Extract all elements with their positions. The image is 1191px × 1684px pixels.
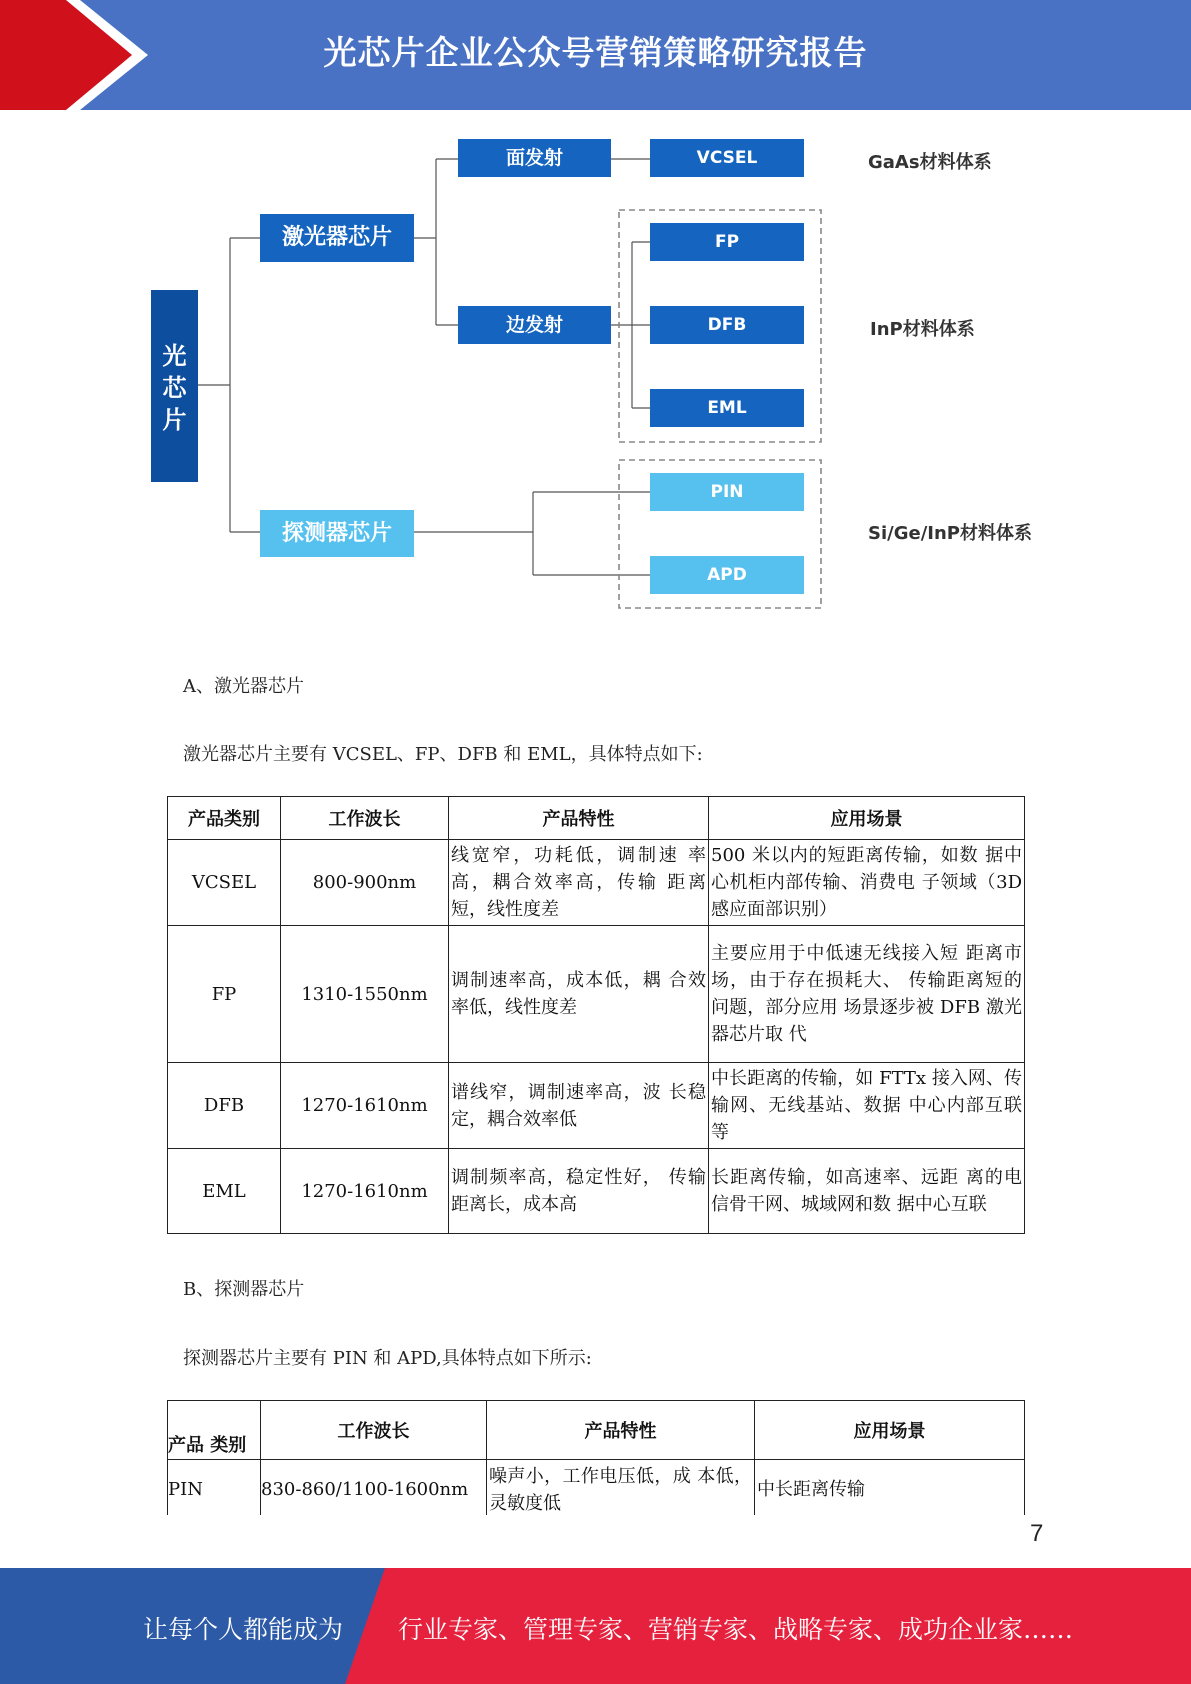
section-b-intro: 探测器芯片主要有 PIN 和 APD,具体特点如下所示:: [183, 1348, 592, 1369]
section-a-heading: A、激光器芯片: [183, 676, 304, 697]
table-cell: 中长距离的传输，如 FTTx 接入网、传输网、无线基站、数据 中心内部互联等: [709, 1063, 1025, 1149]
table-header-row: [168, 797, 1025, 840]
table-cell: VCSEL: [168, 840, 281, 926]
table-cell: PIN: [168, 1460, 261, 1516]
table-cell: 1310-1550nm: [281, 926, 449, 1063]
table-header-cell: 产品类别: [168, 797, 281, 840]
section-b-heading: B、探测器芯片: [183, 1279, 305, 1300]
laser-chip-node: 激光器芯片: [260, 214, 414, 262]
table-row: [168, 1460, 1025, 1516]
table-header-cell: 工作波长: [281, 797, 449, 840]
table-row: [168, 926, 1025, 1063]
section-a-intro: 激光器芯片主要有 VCSEL、FP、DFB 和 EML，具体特点如下:: [183, 744, 703, 765]
sige-material-label: Si/Ge/InP材料体系: [868, 523, 1032, 544]
pin-node: PIN: [650, 473, 804, 511]
apd-node: APD: [650, 556, 804, 594]
table-header-cell: 应用场景: [755, 1401, 1025, 1460]
table-row: [168, 1063, 1025, 1149]
table-row: [168, 840, 1025, 926]
table-cell: EML: [168, 1149, 281, 1234]
vcsel-node: VCSEL: [650, 139, 804, 177]
table-cell: 主要应用于中低速无线接入短 距离市场，由于存在损耗大、 传输距离短的问题，部分应用 场景逐步被 DFB 激光器芯片取 代: [709, 926, 1025, 1063]
dfb-node: DFB: [650, 306, 804, 344]
surface-emitting-node: 面发射: [458, 139, 611, 177]
eml-node: EML: [650, 389, 804, 427]
table-cell: 长距离传输，如高速率、远距 离的电信骨干网、城域网和数 据中心互联: [709, 1149, 1025, 1234]
detector-chip-table: [167, 1400, 1025, 1515]
table-cell: 线宽窄，功耗低，调制速 率高，耦合效率高，传输 距离短，线性度差: [449, 840, 709, 926]
table-header-cell: 产品特性: [449, 797, 709, 840]
edge-emitting-node: 边发射: [458, 306, 611, 344]
table-cell: DFB: [168, 1063, 281, 1149]
table-cell: 830-860/1100-1600nm: [261, 1460, 487, 1516]
table-header-cell: 工作波长: [261, 1401, 487, 1460]
footer-slogan-left: 让每个人都能成为: [143, 1615, 344, 1644]
table-cell: 调制速率高，成本低，耦 合效率低，线性度差: [449, 926, 709, 1063]
detector-table-clip: [167, 1400, 1025, 1515]
table-cell: 中长距离传输: [755, 1460, 1025, 1516]
detector-chip-node: 探测器芯片: [260, 510, 414, 557]
table-cell: 1270-1610nm: [281, 1063, 449, 1149]
table-cell: 800-900nm: [281, 840, 449, 926]
table-cell: 谱线窄，调制速率高，波 长稳定，耦合效率低: [449, 1063, 709, 1149]
table-cell: FP: [168, 926, 281, 1063]
table-cell: 1270-1610nm: [281, 1149, 449, 1234]
table-header-cell: 应用场景: [709, 797, 1025, 840]
optical-chip-root-node: 光芯片: [151, 290, 198, 482]
table-cell: 调制频率高，稳定性好， 传输距离长，成本高: [449, 1149, 709, 1234]
table-header-cell: 产品特性: [487, 1401, 755, 1460]
table-header-row: [168, 1401, 1025, 1460]
laser-chip-table: [167, 796, 1025, 1234]
report-title: 光芯片企业公众号营销策略研究报告: [323, 33, 868, 72]
table-header-cell: 产品 类别: [168, 1401, 261, 1460]
table-cell: 500 米以内的短距离传输，如数 据中心机柜内部传输、消费电 子领域（3D 感应面部识别）: [709, 840, 1025, 926]
inp-material-label: InP材料体系: [870, 319, 975, 340]
fp-node: FP: [650, 223, 804, 261]
footer-slogan-right: 行业专家、管理专家、营销专家、战略专家、成功企业家……: [398, 1615, 1074, 1644]
gaas-material-label: GaAs材料体系: [868, 152, 992, 173]
table-row: [168, 1149, 1025, 1234]
optical-chip-diagram: [0, 0, 1191, 620]
page-number: 7: [1030, 1520, 1044, 1547]
table-cell: 噪声小，工作电压低，成 本低，灵敏度低: [487, 1460, 755, 1516]
